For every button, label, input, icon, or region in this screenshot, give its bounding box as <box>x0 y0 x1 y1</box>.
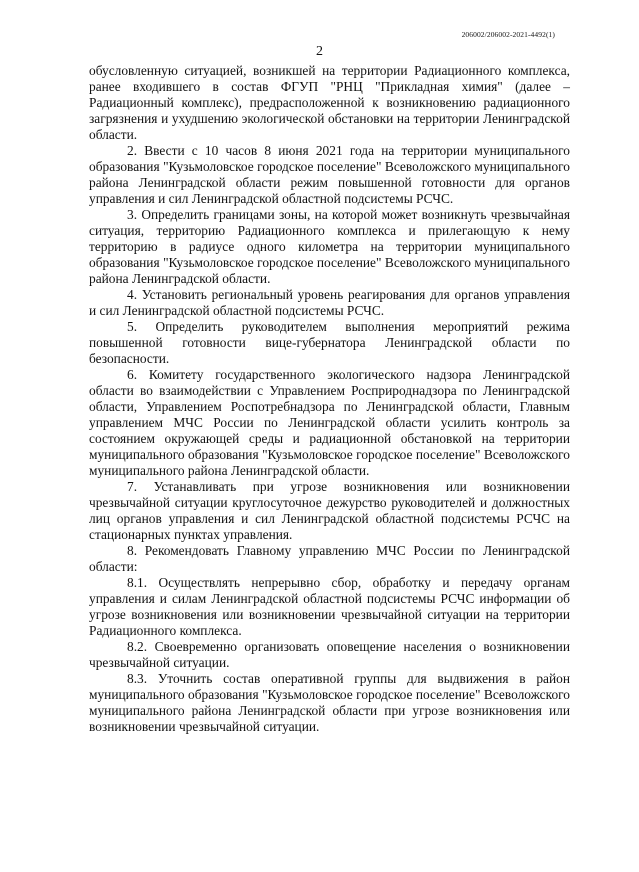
paragraph-item-6: 6. Комитету государственного экологического надзора Ленинградской области во взаимодействии с Управлением Росприроднадзора по Ленинградской области, Управлением Роспотребнадзора по Ленинградской области, Главным управлением МЧС России по Ленинградской области усилить контроль за состоянием окружающей среды и радиационной обстановкой на территории муниципального образования "Кузьмоловское городское поселение" Всеволожского муниципального района Ленинградской области. <box>89 367 570 478</box>
paragraph-item-8-1: 8.1. Осуществлять непрерывно сбор, обработку и передачу органам управления и силам Ленинградской областной подсистемы РСЧС информации об угрозе возникновения или возникновении чрезвычайной ситуации на территории Радиационного комплекса. <box>89 575 570 638</box>
document-id: 206002/206002-2021-4492(1) <box>461 30 555 39</box>
paragraph-item-8-2: 8.2. Своевременно организовать оповещение населения о возникновении чрезвычайной ситуации. <box>89 639 570 670</box>
paragraph-item-2: 2. Ввести с 10 часов 8 июня 2021 года на территории муниципального образования "Кузьмоловское городское поселение" Всеволожского муниципального района Ленинградской области режим повышенной готовности для органов управления и сил Ленинградской областной подсистемы РСЧС. <box>89 143 570 206</box>
paragraph-continuation: обусловленную ситуацией, возникшей на территории Радиационного комплекса, ранее входившего в состав ФГУП "РНЦ "Прикладная химия" (далее – Радиационный комплекс), предрасположенной к возникновению радиационного загрязнения и ухудшению экологической обстановки на территории Ленинградской области. <box>89 63 570 142</box>
paragraph-item-7: 7. Устанавливать при угрозе возникновения или возникновении чрезвычайной ситуации круглосуточное дежурство руководителей и должностных лиц органов управления и сил Ленинградской областной подсистемы РСЧС на стационарных пунктах управления. <box>89 479 570 542</box>
paragraph-item-8: 8. Рекомендовать Главному управлению МЧС России по Ленинградской области: <box>89 543 570 574</box>
paragraph-item-4: 4. Установить региональный уровень реагирования для органов управления и сил Ленинградской областной подсистемы РСЧС. <box>89 287 570 318</box>
paragraph-item-3: 3. Определить границами зоны, на которой может возникнуть чрезвычайная ситуация, территорию Радиационного комплекса и прилегающую к нему территорию в радиусе одного километра на территории муниципального образования "Кузьмоловское городское поселение" Всеволожского муниципального района Ленинградской области. <box>89 207 570 286</box>
page-number: 2 <box>316 44 323 59</box>
paragraph-item-8-3: 8.3. Уточнить состав оперативной группы для выдвижения в район муниципального образования "Кузьмоловское городское поселение" Всеволожского муниципального района Ленинградской области при угрозе возникновения или возникновении чрезвычайной ситуации. <box>89 671 570 734</box>
paragraph-item-5: 5. Определить руководителем выполнения мероприятий режима повышенной готовности вице-губернатора Ленинградской области по безопасности. <box>89 319 570 366</box>
document-body <box>89 63 570 735</box>
